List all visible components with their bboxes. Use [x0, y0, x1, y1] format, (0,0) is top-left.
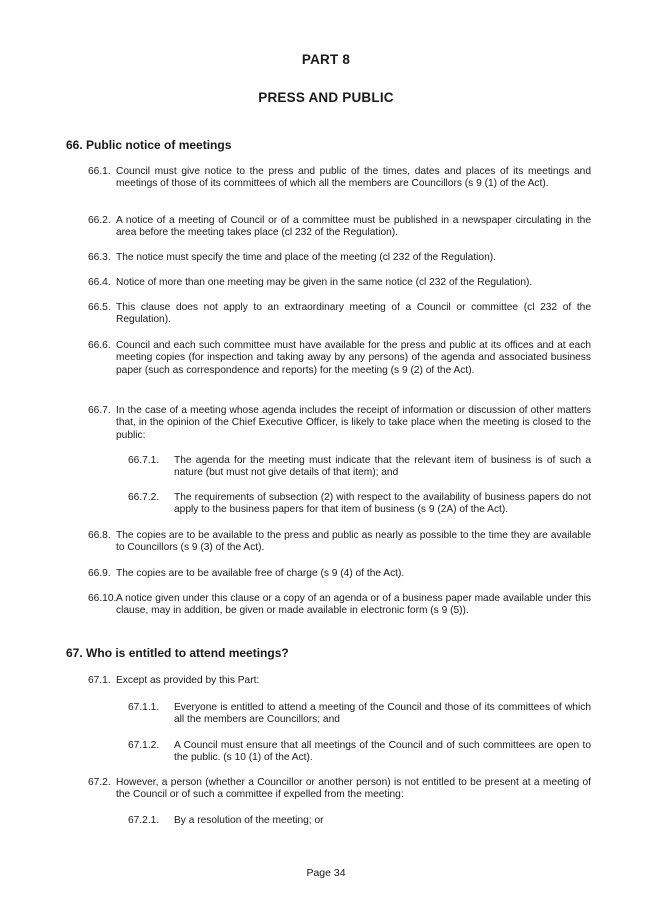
clause-text: Except as provided by this Part: [116, 675, 260, 686]
clause-text: Notice of more than one meeting may be given in the same notice (cl 232 of the Regulation). [116, 277, 533, 288]
clause-text: The copies are to be available to the press and public as nearly as possible to the time they are available to Councillors (s 9 (3) of the Act). [116, 530, 591, 554]
part-number: PART 8 [301, 52, 351, 67]
clause-number: 66.8. [88, 530, 111, 541]
clause-number: 66.1. [88, 166, 111, 177]
section-number: 67. [66, 646, 83, 660]
part-title: PRESS AND PUBLIC [258, 90, 394, 105]
clause-text: The requirements of subsection (2) with respect to the availability of business papers do not apply to the business papers for that item of business (s 9 (2A) of the Act). [174, 492, 591, 516]
clause-text: Everyone is entitled to attend a meeting of the Council and those of its committees of which all the members are Councillors; and [174, 702, 591, 726]
clause-number: 66.7.1. [128, 455, 160, 466]
clause-text: In the case of a meeting whose agenda includes the receipt of information or discussion of other matters that, in the opinion of the Chief Executive Officer, is likely to take place when the meeting is closed to the public: [116, 405, 591, 441]
clause-number: 66.3. [88, 252, 111, 263]
clause-number: 66.4. [88, 277, 111, 288]
clause-number: 66.5. [88, 302, 111, 313]
clause-text: A Council must ensure that all meetings of the Council and of such committees are open to the public. (s 10 (1) of the Act). [174, 740, 591, 764]
clause-number: 67.1. [88, 675, 111, 686]
clause-text: Council must give notice to the press and public of the times, dates and places of its meetings and meetings of those of its committees of which all the members are Councillors (s 9 (1) of the Act). [116, 166, 591, 190]
clause-number: 66.2. [88, 215, 111, 226]
section-title: Who is entitled to attend meetings? [86, 646, 289, 660]
clause-text: A notice of a meeting of Council or of a committee must be published in a newspaper circulating in the area before the meeting takes place (cl 232 of the Regulation). [116, 215, 591, 239]
clause-text: By a resolution of the meeting; or [174, 815, 324, 826]
clause-number: 67.1.1. [128, 702, 160, 713]
clause-text: This clause does not apply to an extraordinary meeting of a Council or committee (cl 232 of the Regulation). [116, 302, 591, 326]
clause-number: 66.7.2. [128, 492, 160, 503]
clause-number: 67.1.2. [128, 740, 160, 751]
section-heading-66 [66, 138, 231, 152]
clause-number: 66.9. [88, 568, 111, 579]
section-heading-67 [66, 646, 289, 660]
clause-text: The agenda for the meeting must indicate that the relevant item of business is of such a nature (but must not give details of that item); and [174, 455, 591, 479]
page-number: Page 34 [306, 867, 346, 879]
clause-text: However, a person (whether a Councillor or another person) is not entitled to be present at a meeting of the Council or of such a committee if expelled from the meeting: [116, 777, 591, 801]
section-number: 66. [66, 138, 83, 152]
section-title: Public notice of meetings [86, 138, 232, 152]
clause-number: 67.2. [88, 777, 111, 788]
clause-text: The copies are to be available free of charge (s 9 (4) of the Act). [116, 568, 405, 579]
clause-text: Council and each such committee must have available for the press and public at its offices and at each meeting copies (for inspection and taking away by any persons) of the agenda and associated business paper (such as correspondence and reports) for the meeting (s 9 (2) of the Act). [116, 340, 591, 376]
clause-text: The notice must specify the time and place of the meeting (cl 232 of the Regulation). [116, 252, 496, 263]
clause-text: A notice given under this clause or a copy of an agenda or of a business paper made available under this clause, may in addition, be given or made available in electronic form (s 9 (5)). [116, 593, 591, 617]
clause-number: 66.10. [88, 593, 117, 604]
clause-number: 66.7. [88, 405, 111, 416]
clause-number: 67.2.1. [128, 815, 160, 826]
clause-number: 66.6. [88, 340, 111, 351]
